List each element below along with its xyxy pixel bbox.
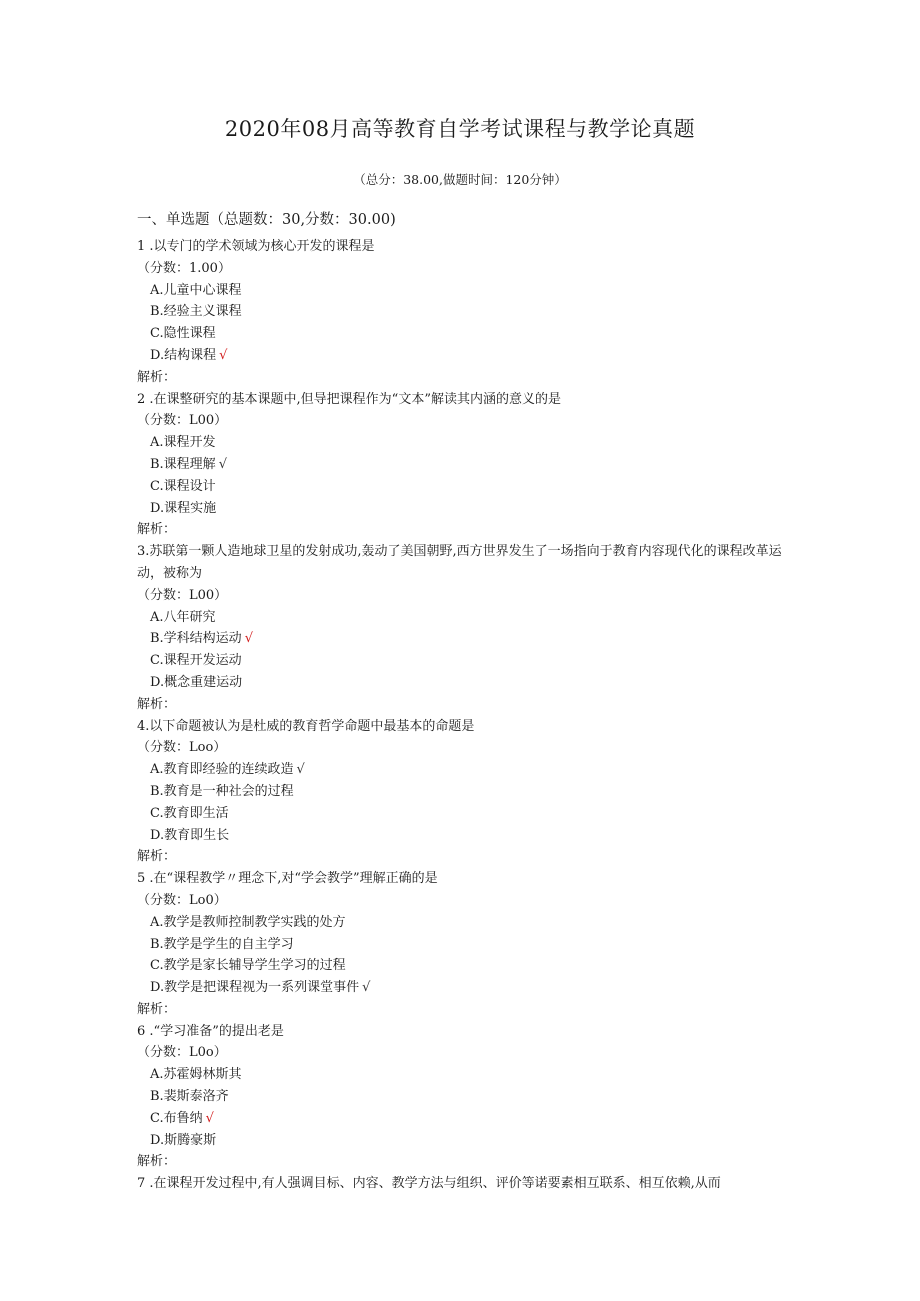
option-text: C.课程设计 — [150, 478, 216, 494]
option-text: B.裴斯泰洛齐 — [150, 1089, 229, 1105]
answer-option — [137, 672, 787, 694]
question-number: 2 — [137, 391, 146, 407]
question-text: .以下命题被认为是杜威的教育哲学命题中最基本的命题是 — [145, 718, 475, 734]
option-text: C.课程开发运动 — [150, 653, 242, 669]
answer-option — [137, 781, 787, 803]
answer-option — [137, 498, 787, 520]
question-number: 3 — [137, 544, 146, 560]
analysis-label: 解析： — [137, 1001, 177, 1017]
question-list — [137, 236, 787, 1195]
answer-option — [137, 323, 787, 345]
correct-answer-check-icon: √ — [219, 347, 228, 363]
correct-answer-check-icon: √ — [218, 456, 227, 472]
question-number: 1 — [137, 239, 146, 254]
question-number: 6 — [137, 1023, 146, 1039]
answer-option — [137, 825, 787, 847]
question-number: 5 — [137, 871, 146, 887]
option-text: B.经验主义课程 — [150, 304, 242, 320]
option-text: C.教学是家长辅导学生学习的过程 — [150, 958, 346, 974]
question-block — [137, 716, 787, 869]
answer-option — [137, 650, 787, 672]
question-block — [137, 1021, 787, 1174]
answer-option — [137, 955, 787, 977]
answer-option — [137, 454, 787, 476]
exam-summary: （总分：38.00,做题时间：120分钟） — [353, 172, 567, 187]
question-text: .在“课程教学〃理念下,对“学会教学”理解正确的是 — [145, 871, 438, 887]
answer-option — [137, 912, 787, 934]
answer-option — [137, 803, 787, 825]
answer-option — [137, 345, 787, 367]
question-block — [137, 1173, 787, 1195]
option-text: D.教育即生长 — [150, 827, 230, 843]
option-text: A.八年研究 — [150, 609, 216, 625]
answer-option — [137, 280, 787, 302]
answer-option — [137, 476, 787, 498]
question-block — [137, 389, 787, 542]
analysis-label: 解析： — [137, 696, 177, 712]
option-text: B.学科结构运动 — [150, 631, 242, 647]
answer-option — [137, 607, 787, 629]
answer-option — [137, 934, 787, 956]
analysis-label: 解析： — [137, 522, 177, 538]
question-stem — [137, 389, 787, 411]
correct-answer-check-icon: √ — [205, 1110, 214, 1126]
question-score: （分数：L0o） — [137, 1045, 227, 1061]
analysis-label: 解析： — [137, 849, 177, 865]
answer-option — [137, 1130, 787, 1152]
question-stem — [137, 541, 787, 585]
correct-answer-check-icon: √ — [244, 631, 253, 647]
question-score: （分数：L00） — [137, 587, 228, 603]
option-text: A.苏霍姆林斯其 — [150, 1067, 242, 1083]
question-text: .苏联第一颗人造地球卫星的发射成功,轰动了美国朝野,西方世界发生了一场指向于教育内容现代化的课程改革运动，被称为 — [137, 544, 782, 581]
analysis-label: 解析： — [137, 369, 177, 385]
question-number: 7 — [137, 1176, 146, 1192]
option-text: D.概念重建运动 — [150, 674, 243, 690]
question-stem — [137, 1021, 787, 1043]
option-text: A.课程开发 — [150, 435, 216, 451]
answer-option — [137, 1086, 787, 1108]
option-text: A.教学是教师控制教学实践的处方 — [150, 914, 346, 930]
option-text: A.儿童中心课程 — [150, 282, 242, 298]
option-text: D.课程实施 — [150, 500, 217, 516]
option-text: B.教学是学生的自主学习 — [150, 936, 294, 952]
option-text: D.教学是把课程视为一系列课堂事件 — [150, 980, 360, 996]
question-text: .以专门的学术领域为核心开发的课程是 — [145, 239, 375, 254]
answer-option — [137, 1064, 787, 1086]
question-text: .在课整研究的基本课题中,但导把课程作为“文本”解读其内涵的意义的是 — [145, 391, 561, 407]
question-number: 4 — [137, 718, 146, 734]
question-stem — [137, 1173, 787, 1195]
option-text: C.布鲁纳 — [150, 1110, 203, 1126]
question-block — [137, 236, 787, 389]
question-score: （分数：Loo） — [137, 740, 227, 756]
option-text: D.结构课程 — [150, 347, 217, 363]
option-text: D.斯腾豪斯 — [150, 1132, 217, 1148]
correct-answer-check-icon: √ — [362, 980, 371, 996]
option-text: B.教育是一种社会的过程 — [150, 783, 294, 799]
answer-option — [137, 301, 787, 323]
question-stem — [137, 868, 787, 890]
correct-answer-check-icon: √ — [296, 762, 305, 778]
question-block — [137, 868, 787, 1021]
option-text: A.教育即经验的连续政造 — [150, 762, 294, 778]
question-block — [137, 541, 787, 715]
page-title: 2020年08月高等教育自学考试课程与教学论真题 — [224, 117, 696, 141]
section-header: 一、单选题（总题数：30,分数：30.00) — [137, 212, 396, 228]
question-text: .在课程开发过程中,有人强调目标、内容、教学方法与组织、评价等诺要素相互联系、相互依赖,从而 — [145, 1176, 721, 1192]
option-text: B.课程理解 — [150, 456, 216, 472]
answer-option — [137, 977, 787, 999]
answer-option — [137, 628, 787, 650]
question-score: （分数：Lo0） — [137, 892, 227, 908]
answer-option — [137, 1108, 787, 1130]
answer-option — [137, 759, 787, 781]
question-text: .“学习准备”的提出老是 — [145, 1023, 284, 1039]
question-stem — [137, 716, 787, 738]
answer-option — [137, 432, 787, 454]
option-text: C.隐性课程 — [150, 326, 216, 342]
question-stem — [137, 236, 787, 258]
analysis-label: 解析： — [137, 1154, 177, 1170]
option-text: C.教育即生活 — [150, 805, 229, 821]
question-score: （分数：1.00） — [137, 260, 231, 276]
question-score: （分数：L00） — [137, 413, 228, 429]
